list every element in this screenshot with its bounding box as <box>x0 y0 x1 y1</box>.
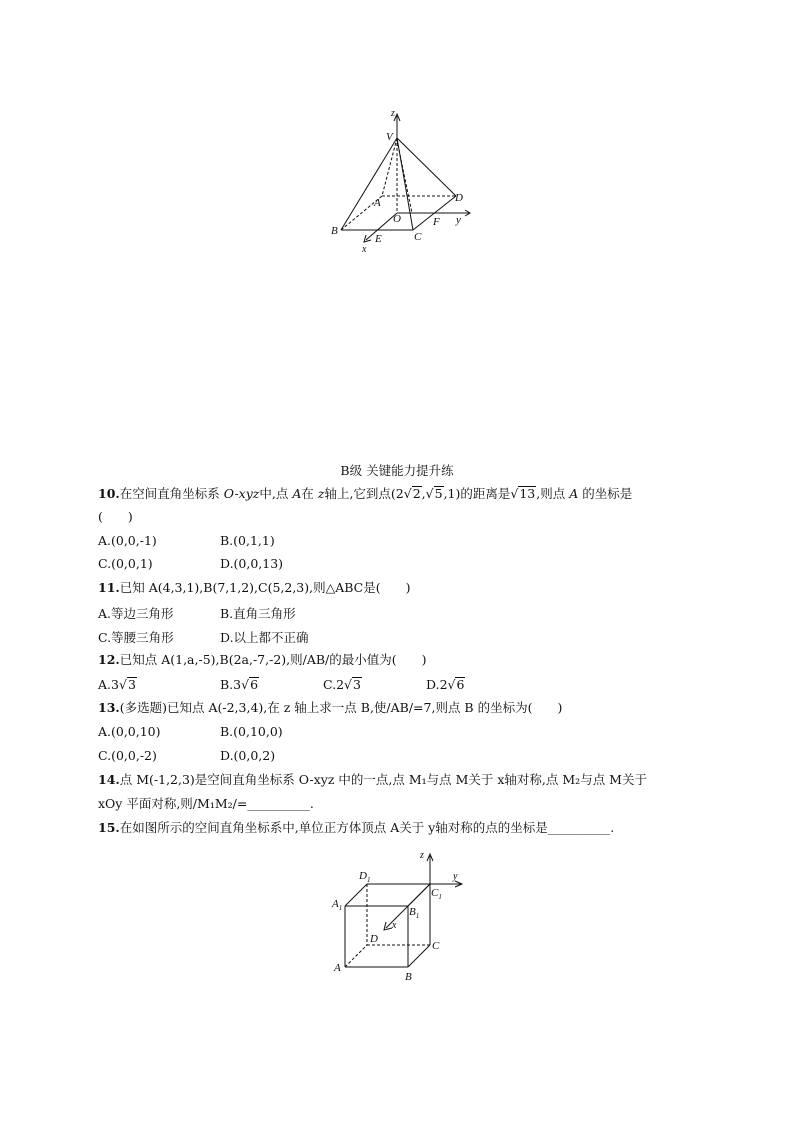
q10-sys: O-xyz <box>223 486 260 501</box>
label-A: A <box>374 197 381 209</box>
q11-text: 已知 A(4,3,1),B(7,1,2),C(5,2,3),则△ABC是( ) <box>119 580 411 595</box>
q12-option-c[interactable]: C.2√3 <box>323 677 361 692</box>
q11-number: 11. <box>98 580 120 595</box>
cube-label-B: B <box>405 971 412 983</box>
q10-text-e: , <box>421 486 426 501</box>
q13-option-a[interactable]: A.(0,0,10) <box>98 724 161 739</box>
label-E: E <box>375 233 382 245</box>
label-D: D <box>455 192 463 204</box>
cube-label-C: C <box>432 940 440 952</box>
q10-radicand-2: 5 <box>434 486 443 501</box>
q11-option-a[interactable]: A.等边三角形 <box>98 606 174 621</box>
question-15 <box>98 820 614 836</box>
q10-text-b: 中,点 <box>259 486 293 501</box>
label-F: F <box>433 216 440 228</box>
q14-line-2: xOy 平面对称,则/M₁M₂/=__________. <box>98 796 314 811</box>
q13-number: 13. <box>98 700 120 715</box>
q12-a-rad: 3 <box>127 677 136 692</box>
q12-d-label: D. <box>426 677 440 692</box>
cube-label-x: x <box>392 920 397 931</box>
q10-text-c: 在 <box>301 486 318 501</box>
q10-radicand-1: 2 <box>412 486 421 501</box>
q15-number: 15. <box>98 820 120 835</box>
cube-label-y: y <box>453 871 458 882</box>
section-title: B级 关键能力提升练 <box>340 463 454 478</box>
q10-option-b[interactable]: B.(0,1,1) <box>220 533 275 548</box>
q12-option-a[interactable]: A.3√3 <box>98 677 136 692</box>
cube-label-B1: $B_1$ <box>409 906 420 920</box>
q12-option-d[interactable]: D.2√6 <box>426 677 465 692</box>
label-O: O <box>393 213 401 225</box>
q12-d-coef: 2 <box>439 677 448 692</box>
label-V: V <box>386 131 393 143</box>
cube-label-C1: $C_1$ <box>431 887 442 901</box>
q14-number: 14. <box>98 772 120 787</box>
cube-label-z: z <box>420 850 424 861</box>
q11-option-b[interactable]: B.直角三角形 <box>220 606 296 621</box>
q10-radicand-3: 13 <box>519 486 536 501</box>
q15-text: 在如图所示的空间直角坐标系中,单位正方体顶点 A关于 y轴对称的点的坐标是__________. <box>119 820 615 835</box>
q10-text-d: 轴上,它到点(2 <box>324 486 404 501</box>
q12-a-label: A. <box>98 677 112 692</box>
q12-d-rad: 6 <box>456 677 465 692</box>
label-z: z <box>391 108 395 119</box>
q12-c-label: C. <box>323 677 337 692</box>
q12-b-coef: 3 <box>233 677 242 692</box>
q12-a-coef: 3 <box>111 677 119 692</box>
q10-pt: A <box>292 486 302 501</box>
q10-axis: z <box>317 486 325 501</box>
q13-option-b[interactable]: B.(0,10,0) <box>220 724 283 739</box>
q10-answer-paren: ( ) <box>98 509 133 524</box>
q10-text-f: ,1)的距离是 <box>443 486 511 501</box>
cube-label-D1: $D_1$ <box>359 870 371 884</box>
q12-number: 12. <box>98 652 120 667</box>
q10-option-d[interactable]: D.(0,0,13) <box>220 556 284 571</box>
q11-option-d[interactable]: D.以上都不正确 <box>220 630 309 645</box>
q13-option-c[interactable]: C.(0,0,-2) <box>98 748 157 763</box>
question-10: 10.在空间直角坐标系 O-xyz中,点 A在 z轴上,它到点(2√2,√5,1)的距离是√13,则点 A 的坐标是 <box>98 486 633 501</box>
label-C: C <box>414 231 422 243</box>
question-14 <box>98 772 647 788</box>
label-y: y <box>456 214 461 226</box>
question-11 <box>98 580 410 596</box>
q12-text: 已知点 A(1,a,-5),B(2a,-7,-2),则/AB/的最小值为( ) <box>119 652 427 667</box>
q10-option-c[interactable]: C.(0,0,1) <box>98 556 153 571</box>
q10-text: 在空间直角坐标系 <box>119 486 224 501</box>
cube-figure <box>325 840 475 985</box>
q13-option-d[interactable]: D.(0,0,2) <box>220 748 276 763</box>
q14-line-1: 点 M(-1,2,3)是空间直角坐标系 O-xyz 中的一点,点 M₁与点 M关于 x轴对称,点 M₂与点 M关于 <box>119 772 647 787</box>
q10-pt2: A <box>569 486 579 501</box>
q12-option-b[interactable]: B.3√6 <box>220 677 259 692</box>
q12-c-coef: 2 <box>336 677 345 692</box>
question-12 <box>98 652 427 668</box>
q10-text-h: 的坐标是 <box>578 486 633 501</box>
question-13 <box>98 700 562 716</box>
q10-text-g: ,则点 <box>536 486 570 501</box>
q13-text: (多选题)已知点 A(-2,3,4),在 z 轴上求一点 B,使/AB/=7,则点 B 的坐标为( ) <box>119 700 563 715</box>
q12-b-label: B. <box>220 677 234 692</box>
label-B: B <box>331 225 338 237</box>
q12-b-rad: 6 <box>250 677 259 692</box>
pyramid-figure <box>325 100 485 260</box>
cube-label-A: A <box>334 962 341 974</box>
cube-label-A1: $A_1$ <box>332 898 343 912</box>
q12-c-rad: 3 <box>353 677 361 692</box>
cube-label-D: D <box>370 933 378 945</box>
q10-number: 10. <box>98 486 120 501</box>
label-x: x <box>362 244 367 255</box>
q11-option-c[interactable]: C.等腰三角形 <box>98 630 174 645</box>
q10-option-a[interactable]: A.(0,0,-1) <box>98 533 157 548</box>
